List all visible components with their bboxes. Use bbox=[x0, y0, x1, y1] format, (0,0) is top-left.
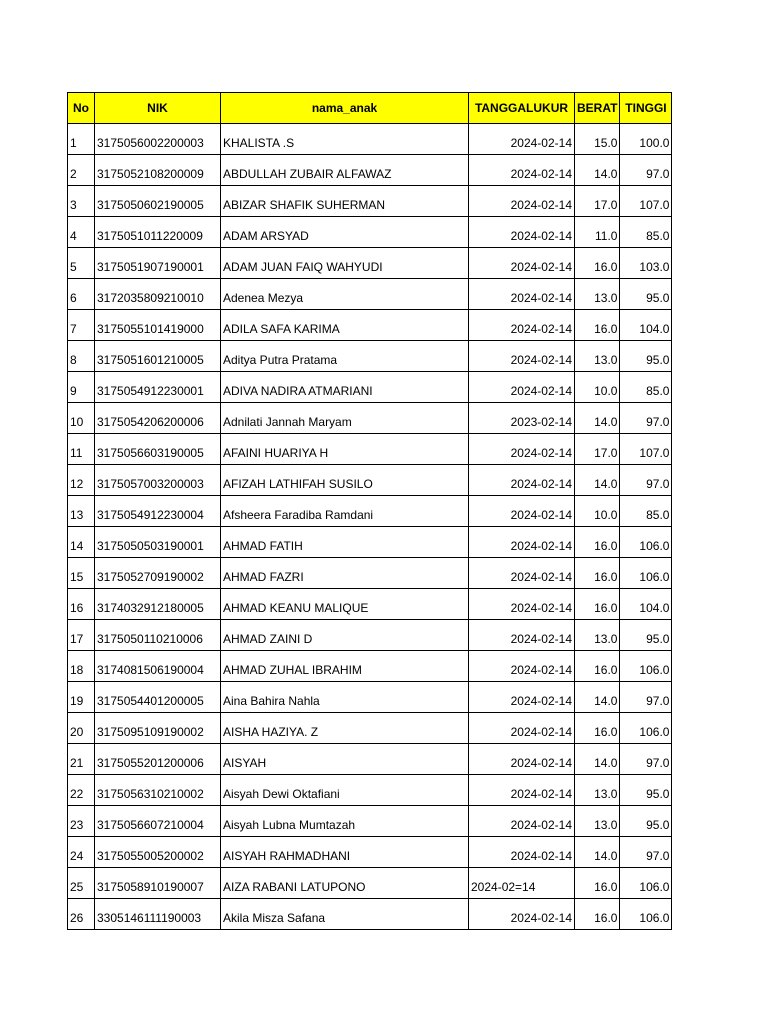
cell-tinggi[interactable]: 106.0 bbox=[620, 558, 672, 589]
cell-tanggal-ukur[interactable]: 2024-02-14 bbox=[469, 465, 575, 496]
cell-berat[interactable]: 15.0 bbox=[575, 124, 620, 155]
cell-tinggi[interactable]: 97.0 bbox=[620, 837, 672, 868]
data-table bbox=[67, 92, 672, 930]
table-row bbox=[68, 186, 672, 217]
cell-tinggi[interactable]: 106.0 bbox=[620, 899, 672, 930]
cell-tanggal-ukur[interactable]: 2024-02-14 bbox=[469, 155, 575, 186]
spreadsheet bbox=[67, 92, 672, 930]
header-no[interactable]: No bbox=[68, 93, 95, 124]
table-row bbox=[68, 806, 672, 837]
cell-no[interactable]: 16 bbox=[68, 589, 95, 620]
cell-berat[interactable]: 13.0 bbox=[575, 341, 620, 372]
table-row bbox=[68, 651, 672, 682]
cell-tinggi[interactable]: 103.0 bbox=[620, 248, 672, 279]
cell-nama-anak[interactable]: ABIZAR SHAFIK SUHERMAN bbox=[221, 186, 469, 217]
cell-nik[interactable]: 3175055101419000 bbox=[95, 310, 221, 341]
table-row bbox=[68, 341, 672, 372]
cell-berat[interactable]: 16.0 bbox=[575, 899, 620, 930]
cell-no[interactable]: 10 bbox=[68, 403, 95, 434]
table-row bbox=[68, 620, 672, 651]
cell-tanggal-ukur[interactable]: 2023-02-14 bbox=[469, 403, 575, 434]
cell-nik[interactable]: 3175050503190001 bbox=[95, 527, 221, 558]
cell-tanggal-ukur[interactable]: 2024-02-14 bbox=[469, 372, 575, 403]
cell-no[interactable]: 21 bbox=[68, 744, 95, 775]
cell-nik[interactable]: 3174081506190004 bbox=[95, 651, 221, 682]
cell-berat[interactable]: 17.0 bbox=[575, 186, 620, 217]
cell-tanggal-ukur[interactable]: 2024-02-14 bbox=[469, 899, 575, 930]
cell-no[interactable]: 22 bbox=[68, 775, 95, 806]
cell-berat[interactable]: 13.0 bbox=[575, 279, 620, 310]
cell-nama-anak[interactable]: KHALISTA .S bbox=[221, 124, 469, 155]
cell-no[interactable]: 3 bbox=[68, 186, 95, 217]
cell-nik[interactable]: 3175050110210006 bbox=[95, 620, 221, 651]
cell-tinggi[interactable]: 95.0 bbox=[620, 806, 672, 837]
cell-tanggal-ukur[interactable]: 2024-02-14 bbox=[469, 837, 575, 868]
cell-nama-anak[interactable]: ADIVA NADIRA ATMARIANI bbox=[221, 372, 469, 403]
cell-nama-anak[interactable]: ADILA SAFA KARIMA bbox=[221, 310, 469, 341]
cell-tinggi[interactable]: 95.0 bbox=[620, 620, 672, 651]
table-row bbox=[68, 713, 672, 744]
cell-tinggi[interactable]: 106.0 bbox=[620, 713, 672, 744]
cell-tanggal-ukur[interactable]: 2024-02-14 bbox=[469, 682, 575, 713]
cell-tinggi[interactable]: 107.0 bbox=[620, 434, 672, 465]
cell-nama-anak[interactable]: Aditya Putra Pratama bbox=[221, 341, 469, 372]
cell-berat[interactable]: 14.0 bbox=[575, 837, 620, 868]
cell-tinggi[interactable]: 85.0 bbox=[620, 372, 672, 403]
cell-tanggal-ukur[interactable]: 2024-02-14 bbox=[469, 744, 575, 775]
cell-tanggal-ukur[interactable]: 2024-02-14 bbox=[469, 558, 575, 589]
table-row bbox=[68, 589, 672, 620]
cell-no[interactable]: 7 bbox=[68, 310, 95, 341]
cell-no[interactable]: 5 bbox=[68, 248, 95, 279]
cell-nik[interactable]: 3175054401200005 bbox=[95, 682, 221, 713]
cell-nama-anak[interactable]: Adnilati Jannah Maryam bbox=[221, 403, 469, 434]
cell-nik[interactable]: 3175052709190002 bbox=[95, 558, 221, 589]
cell-berat[interactable]: 16.0 bbox=[575, 527, 620, 558]
table-row bbox=[68, 403, 672, 434]
cell-no[interactable]: 25 bbox=[68, 868, 95, 899]
cell-tinggi[interactable]: 85.0 bbox=[620, 217, 672, 248]
cell-no[interactable]: 6 bbox=[68, 279, 95, 310]
cell-tinggi[interactable]: 97.0 bbox=[620, 744, 672, 775]
cell-nik[interactable]: 3175054912230004 bbox=[95, 496, 221, 527]
cell-berat[interactable]: 10.0 bbox=[575, 372, 620, 403]
cell-nama-anak[interactable]: Aisyah Dewi Oktafiani bbox=[221, 775, 469, 806]
cell-nik[interactable]: 3175058910190007 bbox=[95, 868, 221, 899]
cell-no[interactable]: 23 bbox=[68, 806, 95, 837]
cell-tinggi[interactable]: 95.0 bbox=[620, 279, 672, 310]
cell-nik[interactable]: 3175054912230001 bbox=[95, 372, 221, 403]
cell-tinggi[interactable]: 95.0 bbox=[620, 341, 672, 372]
cell-nik[interactable]: 3175056603190005 bbox=[95, 434, 221, 465]
cell-berat[interactable]: 16.0 bbox=[575, 589, 620, 620]
cell-berat[interactable]: 13.0 bbox=[575, 775, 620, 806]
cell-tinggi[interactable]: 107.0 bbox=[620, 186, 672, 217]
cell-nik[interactable]: 3305146111190003 bbox=[95, 899, 221, 930]
cell-berat[interactable]: 11.0 bbox=[575, 217, 620, 248]
cell-tinggi[interactable]: 97.0 bbox=[620, 155, 672, 186]
cell-tanggal-ukur[interactable]: 2024-02-14 bbox=[469, 496, 575, 527]
cell-nik[interactable]: 3175056002200003 bbox=[95, 124, 221, 155]
cell-tanggal-ukur[interactable]: 2024-02-14 bbox=[469, 527, 575, 558]
table-row bbox=[68, 496, 672, 527]
cell-nama-anak[interactable]: AISYAH RAHMADHANI bbox=[221, 837, 469, 868]
cell-berat[interactable]: 13.0 bbox=[575, 806, 620, 837]
cell-tinggi[interactable]: 97.0 bbox=[620, 403, 672, 434]
cell-nik[interactable]: 3175057003200003 bbox=[95, 465, 221, 496]
cell-berat[interactable]: 14.0 bbox=[575, 682, 620, 713]
cell-nik[interactable]: 3175051011220009 bbox=[95, 217, 221, 248]
cell-tinggi[interactable]: 104.0 bbox=[620, 589, 672, 620]
cell-tinggi[interactable]: 97.0 bbox=[620, 682, 672, 713]
cell-tanggal-ukur[interactable]: 2024-02-14 bbox=[469, 248, 575, 279]
cell-berat[interactable]: 16.0 bbox=[575, 558, 620, 589]
cell-berat[interactable]: 14.0 bbox=[575, 465, 620, 496]
cell-berat[interactable]: 14.0 bbox=[575, 744, 620, 775]
cell-nama-anak[interactable]: AHMAD ZAINI D bbox=[221, 620, 469, 651]
cell-tinggi[interactable]: 97.0 bbox=[620, 465, 672, 496]
cell-no[interactable]: 20 bbox=[68, 713, 95, 744]
table-row bbox=[68, 868, 672, 899]
cell-tanggal-ukur[interactable]: 2024-02-14 bbox=[469, 310, 575, 341]
cell-nik[interactable]: 3175056310210002 bbox=[95, 775, 221, 806]
table-row bbox=[68, 310, 672, 341]
cell-no[interactable]: 4 bbox=[68, 217, 95, 248]
cell-nama-anak[interactable]: AFAINI HUARIYA H bbox=[221, 434, 469, 465]
cell-tanggal-ukur[interactable]: 2024-02-14 bbox=[469, 217, 575, 248]
cell-no[interactable]: 1 bbox=[68, 124, 95, 155]
table-row bbox=[68, 434, 672, 465]
cell-no[interactable]: 2 bbox=[68, 155, 95, 186]
cell-no[interactable]: 12 bbox=[68, 465, 95, 496]
table-row bbox=[68, 775, 672, 806]
table-row bbox=[68, 837, 672, 868]
cell-tanggal-ukur[interactable]: 2024-02-14 bbox=[469, 279, 575, 310]
table-row bbox=[68, 155, 672, 186]
cell-nama-anak[interactable]: Aina Bahira Nahla bbox=[221, 682, 469, 713]
cell-nama-anak[interactable]: AHMAD FAZRI bbox=[221, 558, 469, 589]
cell-tanggal-ukur[interactable]: 2024-02-14 bbox=[469, 589, 575, 620]
cell-berat[interactable]: 13.0 bbox=[575, 620, 620, 651]
header-tinggi[interactable]: TINGGI bbox=[620, 93, 672, 124]
cell-nama-anak[interactable]: Akila Misza Safana bbox=[221, 899, 469, 930]
header-nik[interactable]: NIK bbox=[95, 93, 221, 124]
cell-no[interactable]: 19 bbox=[68, 682, 95, 713]
cell-berat[interactable]: 16.0 bbox=[575, 713, 620, 744]
cell-nama-anak[interactable]: ADAM JUAN FAIQ WAHYUDI bbox=[221, 248, 469, 279]
cell-tinggi[interactable]: 100.0 bbox=[620, 124, 672, 155]
cell-nik[interactable]: 3175056607210004 bbox=[95, 806, 221, 837]
cell-no[interactable]: 15 bbox=[68, 558, 95, 589]
header-berat[interactable]: BERAT bbox=[575, 93, 620, 124]
table-row bbox=[68, 465, 672, 496]
cell-nik[interactable]: 3172035809210010 bbox=[95, 279, 221, 310]
cell-nama-anak[interactable]: ADAM ARSYAD bbox=[221, 217, 469, 248]
cell-tinggi[interactable]: 85.0 bbox=[620, 496, 672, 527]
cell-tanggal-ukur[interactable]: 2024-02-14 bbox=[469, 434, 575, 465]
header-nama-anak[interactable]: nama_anak bbox=[221, 93, 469, 124]
table-row bbox=[68, 279, 672, 310]
cell-nama-anak[interactable]: AISYAH bbox=[221, 744, 469, 775]
table-row bbox=[68, 899, 672, 930]
cell-no[interactable]: 9 bbox=[68, 372, 95, 403]
cell-tinggi[interactable]: 106.0 bbox=[620, 527, 672, 558]
cell-nik[interactable]: 3175052108200009 bbox=[95, 155, 221, 186]
cell-nik[interactable]: 3175055201200006 bbox=[95, 744, 221, 775]
cell-berat[interactable]: 14.0 bbox=[575, 155, 620, 186]
cell-tinggi[interactable]: 95.0 bbox=[620, 775, 672, 806]
table-row bbox=[68, 124, 672, 155]
cell-nama-anak[interactable]: AIZA RABANI LATUPONO bbox=[221, 868, 469, 899]
cell-nama-anak[interactable]: Adenea Mezya bbox=[221, 279, 469, 310]
table-row bbox=[68, 744, 672, 775]
cell-tanggal-ukur[interactable]: 2024-02-14 bbox=[469, 806, 575, 837]
cell-nama-anak[interactable]: AHMAD KEANU MALIQUE bbox=[221, 589, 469, 620]
cell-no[interactable]: 24 bbox=[68, 837, 95, 868]
cell-berat[interactable]: 10.0 bbox=[575, 496, 620, 527]
cell-nik[interactable]: 3175051907190001 bbox=[95, 248, 221, 279]
cell-berat[interactable]: 16.0 bbox=[575, 651, 620, 682]
cell-berat[interactable]: 14.0 bbox=[575, 403, 620, 434]
cell-no[interactable]: 18 bbox=[68, 651, 95, 682]
cell-nama-anak[interactable]: AISHA HAZIYA. Z bbox=[221, 713, 469, 744]
table-row bbox=[68, 527, 672, 558]
cell-nik[interactable]: 3174032912180005 bbox=[95, 589, 221, 620]
cell-no[interactable]: 11 bbox=[68, 434, 95, 465]
cell-nama-anak[interactable]: Afsheera Faradiba Ramdani bbox=[221, 496, 469, 527]
cell-tanggal-ukur[interactable]: 2024-02-14 bbox=[469, 651, 575, 682]
cell-berat[interactable]: 16.0 bbox=[575, 868, 620, 899]
cell-nama-anak[interactable]: ABDULLAH ZUBAIR ALFAWAZ bbox=[221, 155, 469, 186]
cell-no[interactable]: 13 bbox=[68, 496, 95, 527]
table-row bbox=[68, 558, 672, 589]
cell-berat[interactable]: 17.0 bbox=[575, 434, 620, 465]
cell-no[interactable]: 8 bbox=[68, 341, 95, 372]
table-body bbox=[68, 124, 672, 930]
cell-nik[interactable]: 3175054206200006 bbox=[95, 403, 221, 434]
table-row bbox=[68, 248, 672, 279]
cell-tanggal-ukur[interactable]: 2024-02=14 bbox=[469, 868, 575, 899]
cell-tanggal-ukur[interactable]: 2024-02-14 bbox=[469, 186, 575, 217]
cell-tinggi[interactable]: 106.0 bbox=[620, 651, 672, 682]
cell-nama-anak[interactable]: AFIZAH LATHIFAH SUSILO bbox=[221, 465, 469, 496]
cell-nama-anak[interactable]: AHMAD ZUHAL IBRAHIM bbox=[221, 651, 469, 682]
cell-nik[interactable]: 3175095109190002 bbox=[95, 713, 221, 744]
table-row bbox=[68, 217, 672, 248]
cell-no[interactable]: 26 bbox=[68, 899, 95, 930]
cell-nama-anak[interactable]: AHMAD FATIH bbox=[221, 527, 469, 558]
cell-nik[interactable]: 3175055005200002 bbox=[95, 837, 221, 868]
cell-nik[interactable]: 3175051601210005 bbox=[95, 341, 221, 372]
cell-nama-anak[interactable]: Aisyah Lubna Mumtazah bbox=[221, 806, 469, 837]
cell-tanggal-ukur[interactable]: 2024-02-14 bbox=[469, 775, 575, 806]
cell-tanggal-ukur[interactable]: 2024-02-14 bbox=[469, 620, 575, 651]
cell-tanggal-ukur[interactable]: 2024-02-14 bbox=[469, 124, 575, 155]
cell-no[interactable]: 17 bbox=[68, 620, 95, 651]
cell-berat[interactable]: 16.0 bbox=[575, 248, 620, 279]
cell-tanggal-ukur[interactable]: 2024-02-14 bbox=[469, 341, 575, 372]
cell-tinggi[interactable]: 106.0 bbox=[620, 868, 672, 899]
table-row bbox=[68, 682, 672, 713]
cell-tinggi[interactable]: 104.0 bbox=[620, 310, 672, 341]
cell-berat[interactable]: 16.0 bbox=[575, 310, 620, 341]
cell-no[interactable]: 14 bbox=[68, 527, 95, 558]
header-row bbox=[68, 93, 672, 124]
header-tanggal-ukur[interactable]: TANGGALUKUR bbox=[469, 93, 575, 124]
table-row bbox=[68, 372, 672, 403]
cell-tanggal-ukur[interactable]: 2024-02-14 bbox=[469, 713, 575, 744]
cell-nik[interactable]: 3175050602190005 bbox=[95, 186, 221, 217]
